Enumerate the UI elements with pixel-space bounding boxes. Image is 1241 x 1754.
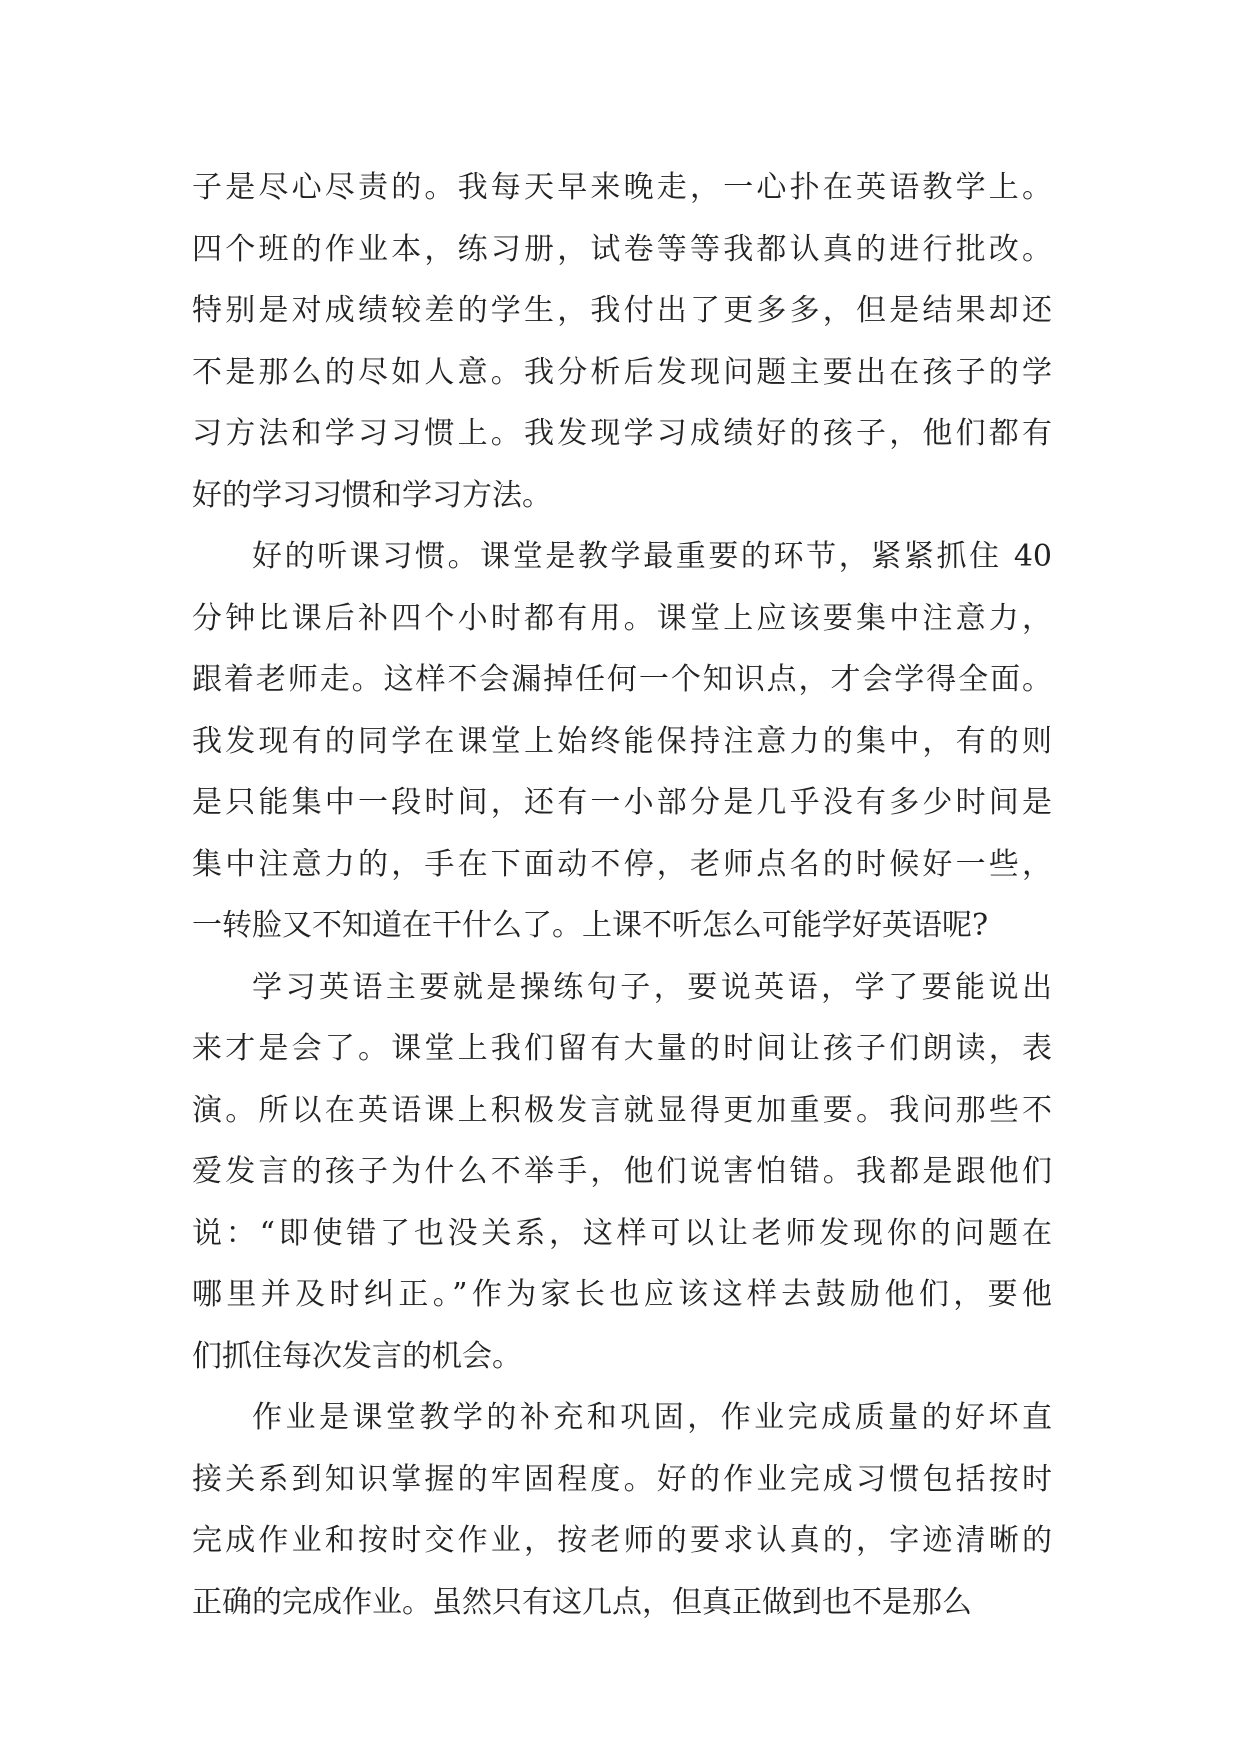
text-line: 接关系到知识掌握的牢固程度。好的作业完成习惯包括按时 [192, 1461, 1052, 1497]
text-line: 习方法和学习习惯上。我发现学习成绩好的孩子，他们都有 [192, 416, 1052, 451]
text-line: 集中注意力的，手在下面动不停，老师点名的时候好一些， [192, 846, 1052, 882]
text-line: 子是尽心尽责的。我每天早来晚走，一心扑在英语教学上。 [192, 170, 1052, 205]
text-line: 不是那么的尽如人意。我分析后发现问题主要出在孩子的学 [192, 354, 1052, 390]
text-line: 特别是对成绩较差的学生，我付出了更多多，但是结果却还 [192, 293, 1052, 328]
text-line: 们抓住每次发言的机会。 [192, 1338, 522, 1374]
text-line: 一转脸又不知道在干什么了。上课不听怎么可能学好英语呢? [192, 908, 989, 943]
body-text [192, 157, 1052, 1633]
text-line: 完成作业和按时交作业，按老师的要求认真的，字迹清晰的 [192, 1523, 1052, 1558]
text-line: 好的学习习惯和学习方法。 [192, 477, 552, 513]
text-line: 哪里并及时纠正。”作为家长也应该这样去鼓励他们，要他 [192, 1277, 1052, 1312]
text-line: 跟着老师走。这样不会漏掉任何一个知识点，才会学得全面。 [192, 662, 1052, 697]
text-line: 正确的完成作业。虽然只有这几点，但真正做到也不是那么 [192, 1584, 972, 1620]
text-line: 四个班的作业本，练习册，试卷等等我都认真的进行批改。 [192, 231, 1052, 267]
text-line: 爱发言的孩子为什么不举手，他们说害怕错。我都是跟他们 [192, 1154, 1052, 1189]
text-line: 我发现有的同学在课堂上始终能保持注意力的集中，有的则 [192, 723, 1052, 759]
text-line: 是只能集中一段时间，还有一小部分是几乎没有多少时间是 [192, 785, 1052, 820]
text-line: 作业是课堂教学的补充和巩固，作业完成质量的好坏直 [252, 1400, 1052, 1435]
text-line: 来才是会了。课堂上我们留有大量的时间让孩子们朗读，表 [192, 1031, 1052, 1066]
text-line: 分钟比课后补四个小时都有用。课堂上应该要集中注意力， [192, 600, 1052, 636]
text-line: 演。所以在英语课上积极发言就显得更加重要。我问那些不 [192, 1092, 1052, 1128]
text-line: 好的听课习惯。课堂是教学最重要的环节，紧紧抓住 40 [252, 539, 1052, 574]
text-line: 说：“即使错了也没关系，这样可以让老师发现你的问题在 [192, 1215, 1052, 1251]
text-line: 学习英语主要就是操练句子，要说英语，学了要能说出 [252, 969, 1052, 1005]
